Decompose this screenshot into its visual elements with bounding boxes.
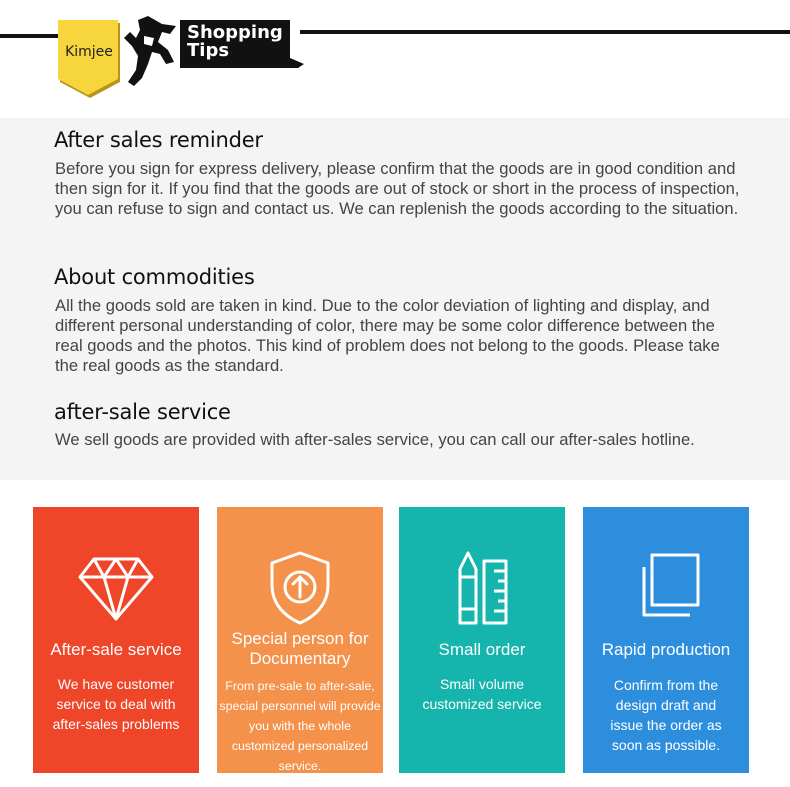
climber-icon (118, 16, 178, 88)
pencil-ruler-icon (442, 547, 522, 627)
feature-card-small-order (399, 507, 565, 773)
copy-squares-icon (626, 547, 706, 627)
card-desc-after-sale: We have customer service to deal with after-sales problems (52, 676, 180, 732)
section-body-after-sales-reminder: Before you sign for express delivery, please confirm that the goods are in good condition and then sign for it. If you find that the goods are out of stock or short in the process of inspection, you can refuse to sign and contact us. We can replenish the goods according to the situation. (55, 159, 740, 218)
diamond-icon (76, 547, 156, 627)
card-title-after-sale: After-sale service (50, 640, 182, 659)
card-desc-documentary: From pre-sale to after-sale, special personnel will provide you with the whole customized personalized service. (219, 679, 381, 773)
shield-arrow-icon (260, 547, 340, 627)
info-panel (0, 118, 790, 480)
card-desc-rapid-production: Confirm from the design draft and issue the order as soon as possible. (610, 677, 722, 753)
section-title-after-sale-service: after-sale service (54, 400, 231, 424)
section-title-after-sales-reminder: After sales reminder (54, 128, 263, 152)
brand-badge-shape (58, 20, 122, 100)
brand-badge (58, 20, 120, 98)
card-desc-small-order: Small volume customized service (422, 676, 542, 712)
section-body-about-commodities: All the goods sold are taken in kind. Due to the color deviation of lighting and display, and different personal understanding of color, there may be some color difference between the real goods and the photos. This kind of problem does not belong to the goods. Please take the real goods as the standard. (55, 296, 720, 375)
header-divider-left (0, 34, 62, 38)
section-title-about-commodities: About commodities (54, 265, 255, 289)
card-title-rapid-production: Rapid production (601, 640, 731, 659)
section-body-after-sale-service: We sell goods are provided with after-sales service, you can call our after-sales hotline. (55, 430, 695, 449)
header-divider-right (300, 30, 790, 34)
card-title-documentary: Special person for Documentary (231, 629, 369, 668)
brand-name: Kimjee (65, 44, 113, 60)
shopping-tips-label (180, 20, 304, 68)
page-header (0, 0, 790, 118)
tips-line-2: Tips (187, 40, 230, 61)
feature-card-rapid-production (583, 507, 749, 773)
tips-line-1: Shopping (187, 22, 283, 43)
feature-card-after-sale (33, 507, 199, 773)
feature-card-documentary (217, 507, 383, 773)
card-title-small-order: Small order (438, 640, 526, 659)
